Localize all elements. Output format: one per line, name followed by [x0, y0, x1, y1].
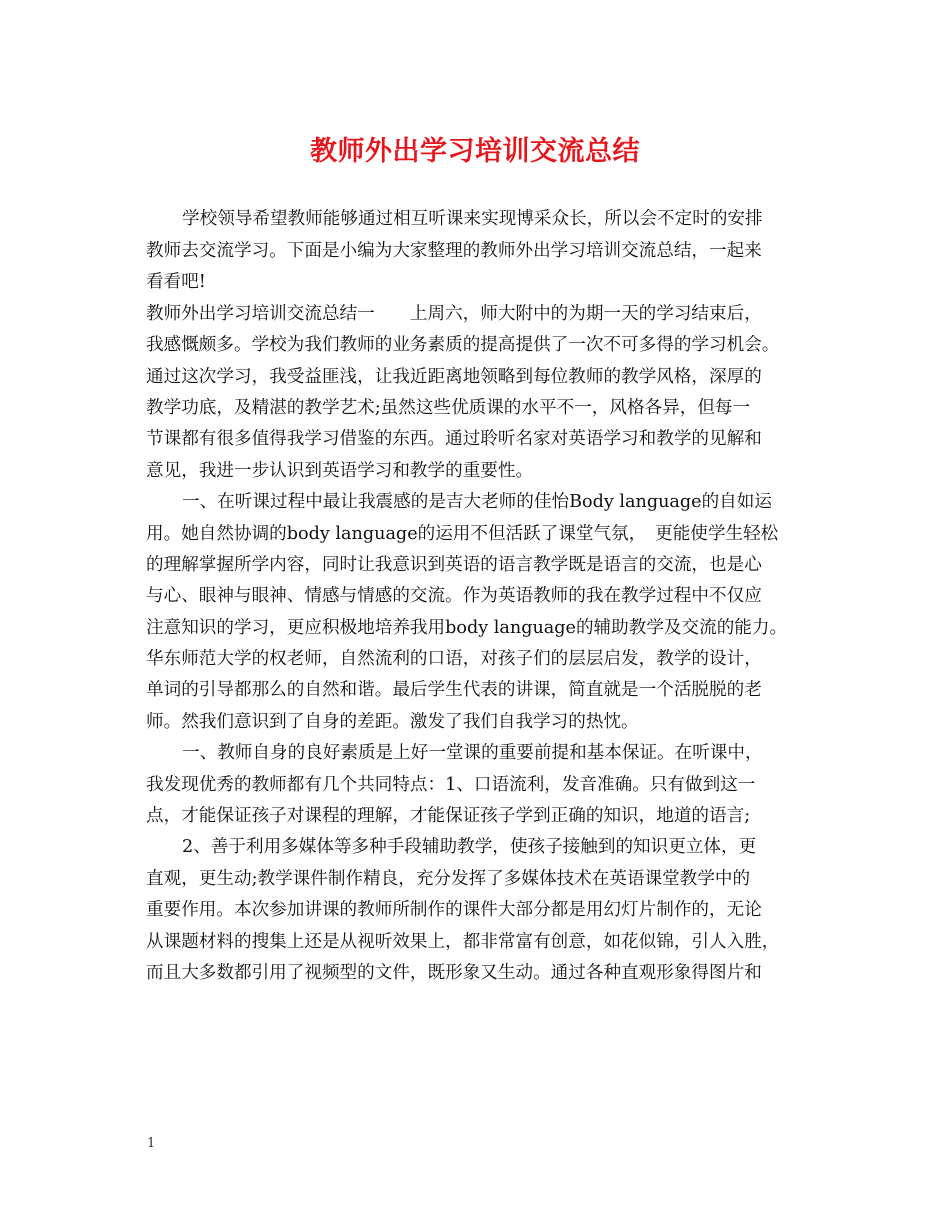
text-line: 单词的引导都那么的自然和谐。最后学生代表的讲课，简直就是一个活脱脱的老 [146, 680, 762, 701]
text-line: 意见，我进一步认识到英语学习和教学的重要性。 [146, 460, 534, 481]
text-line: 师。然我们意识到了自身的差距。激发了我们自我学习的热忱。 [146, 711, 639, 732]
text-line: 通过这次学习，我受益匪浅，让我近距离地领略到每位教师的教学风格，深厚的 [146, 366, 762, 387]
text-line: 学校领导希望教师能够通过相互听课来实现博采众长，所以会不定时的安排 [182, 209, 763, 229]
text-line: 用。她自然协调的body language的运用不但活跃了课堂气氛， 更能使学生轻松 [146, 523, 779, 544]
text-line: 的理解掌握所学内容，同时让我意识到英语的语言教学既是语言的交流，也是心 [146, 554, 762, 575]
text-line: 直观，更生动;教学课件制作精良，充分发挥了多媒体技术在英语课堂教学中的 [146, 868, 751, 889]
text-line: 教师外出学习培训交流总结一 上周六，师大附中的为期一天的学习结束后， [146, 303, 762, 324]
text-line: 我感慨颇多。学校为我们教师的业务素质的提高提供了一次不可多得的学习机会。 [146, 335, 780, 356]
text-line: 与心、眼神与眼神、情感与情感的交流。作为英语教师的我在教学过程中不仅应 [146, 586, 762, 607]
text-line: 一、教师自身的良好素质是上好一堂课的重要前提和基本保证。在听课中， [182, 743, 763, 764]
document-body [146, 202, 810, 989]
text-line: 从课题材料的搜集上还是从视听效果上，都非常富有创意，如花似锦，引人入胜， [146, 931, 780, 952]
text-line: 华东师范大学的权老师，自然流利的口语，对孩子们的层层启发，教学的设计， [146, 649, 762, 670]
text-line: 重要作用。本次参加讲课的教师所制作的课件大部分都是用幻灯片制作的，无论 [146, 900, 762, 921]
text-line: 点，才能保证孩子对课程的理解，才能保证孩子学到正确的知识，地道的语言; [146, 806, 751, 827]
page-number: 1 [147, 1136, 156, 1151]
text-line: 我发现优秀的教师都有几个共同特点：1、口语流利，发音准确。只有做到这一 [146, 774, 756, 795]
text-line: 注意知识的学习，更应积极地培养我用body language的辅助教学及交流的能力。 [146, 617, 788, 638]
text-line: 而且大多数都引用了视频型的文件，既形象又生动。通过各种直观形象得图片和 [146, 962, 762, 983]
text-line: 教师去交流学习。下面是小编为大家整理的教师外出学习培训交流总结，一起来 [146, 241, 762, 261]
text-line: 2、善于利用多媒体等多种手段辅助教学，使孩子接触到的知识更立体，更 [182, 837, 757, 858]
text-line: 教学功底，及精湛的教学艺术;虽然这些优质课的水平不一，风格各异，但每一 [146, 397, 751, 418]
text-line: 看看吧! [146, 272, 206, 293]
text-line: 节课都有很多值得我学习借鉴的东西。通过聆听名家对英语学习和教学的见解和 [146, 429, 762, 450]
text-line: 一、在听课过程中最让我震感的是吉大老师的佳怡Body language的自如运 [182, 492, 772, 513]
document-title: 教师外出学习培训交流总结 [310, 136, 640, 167]
